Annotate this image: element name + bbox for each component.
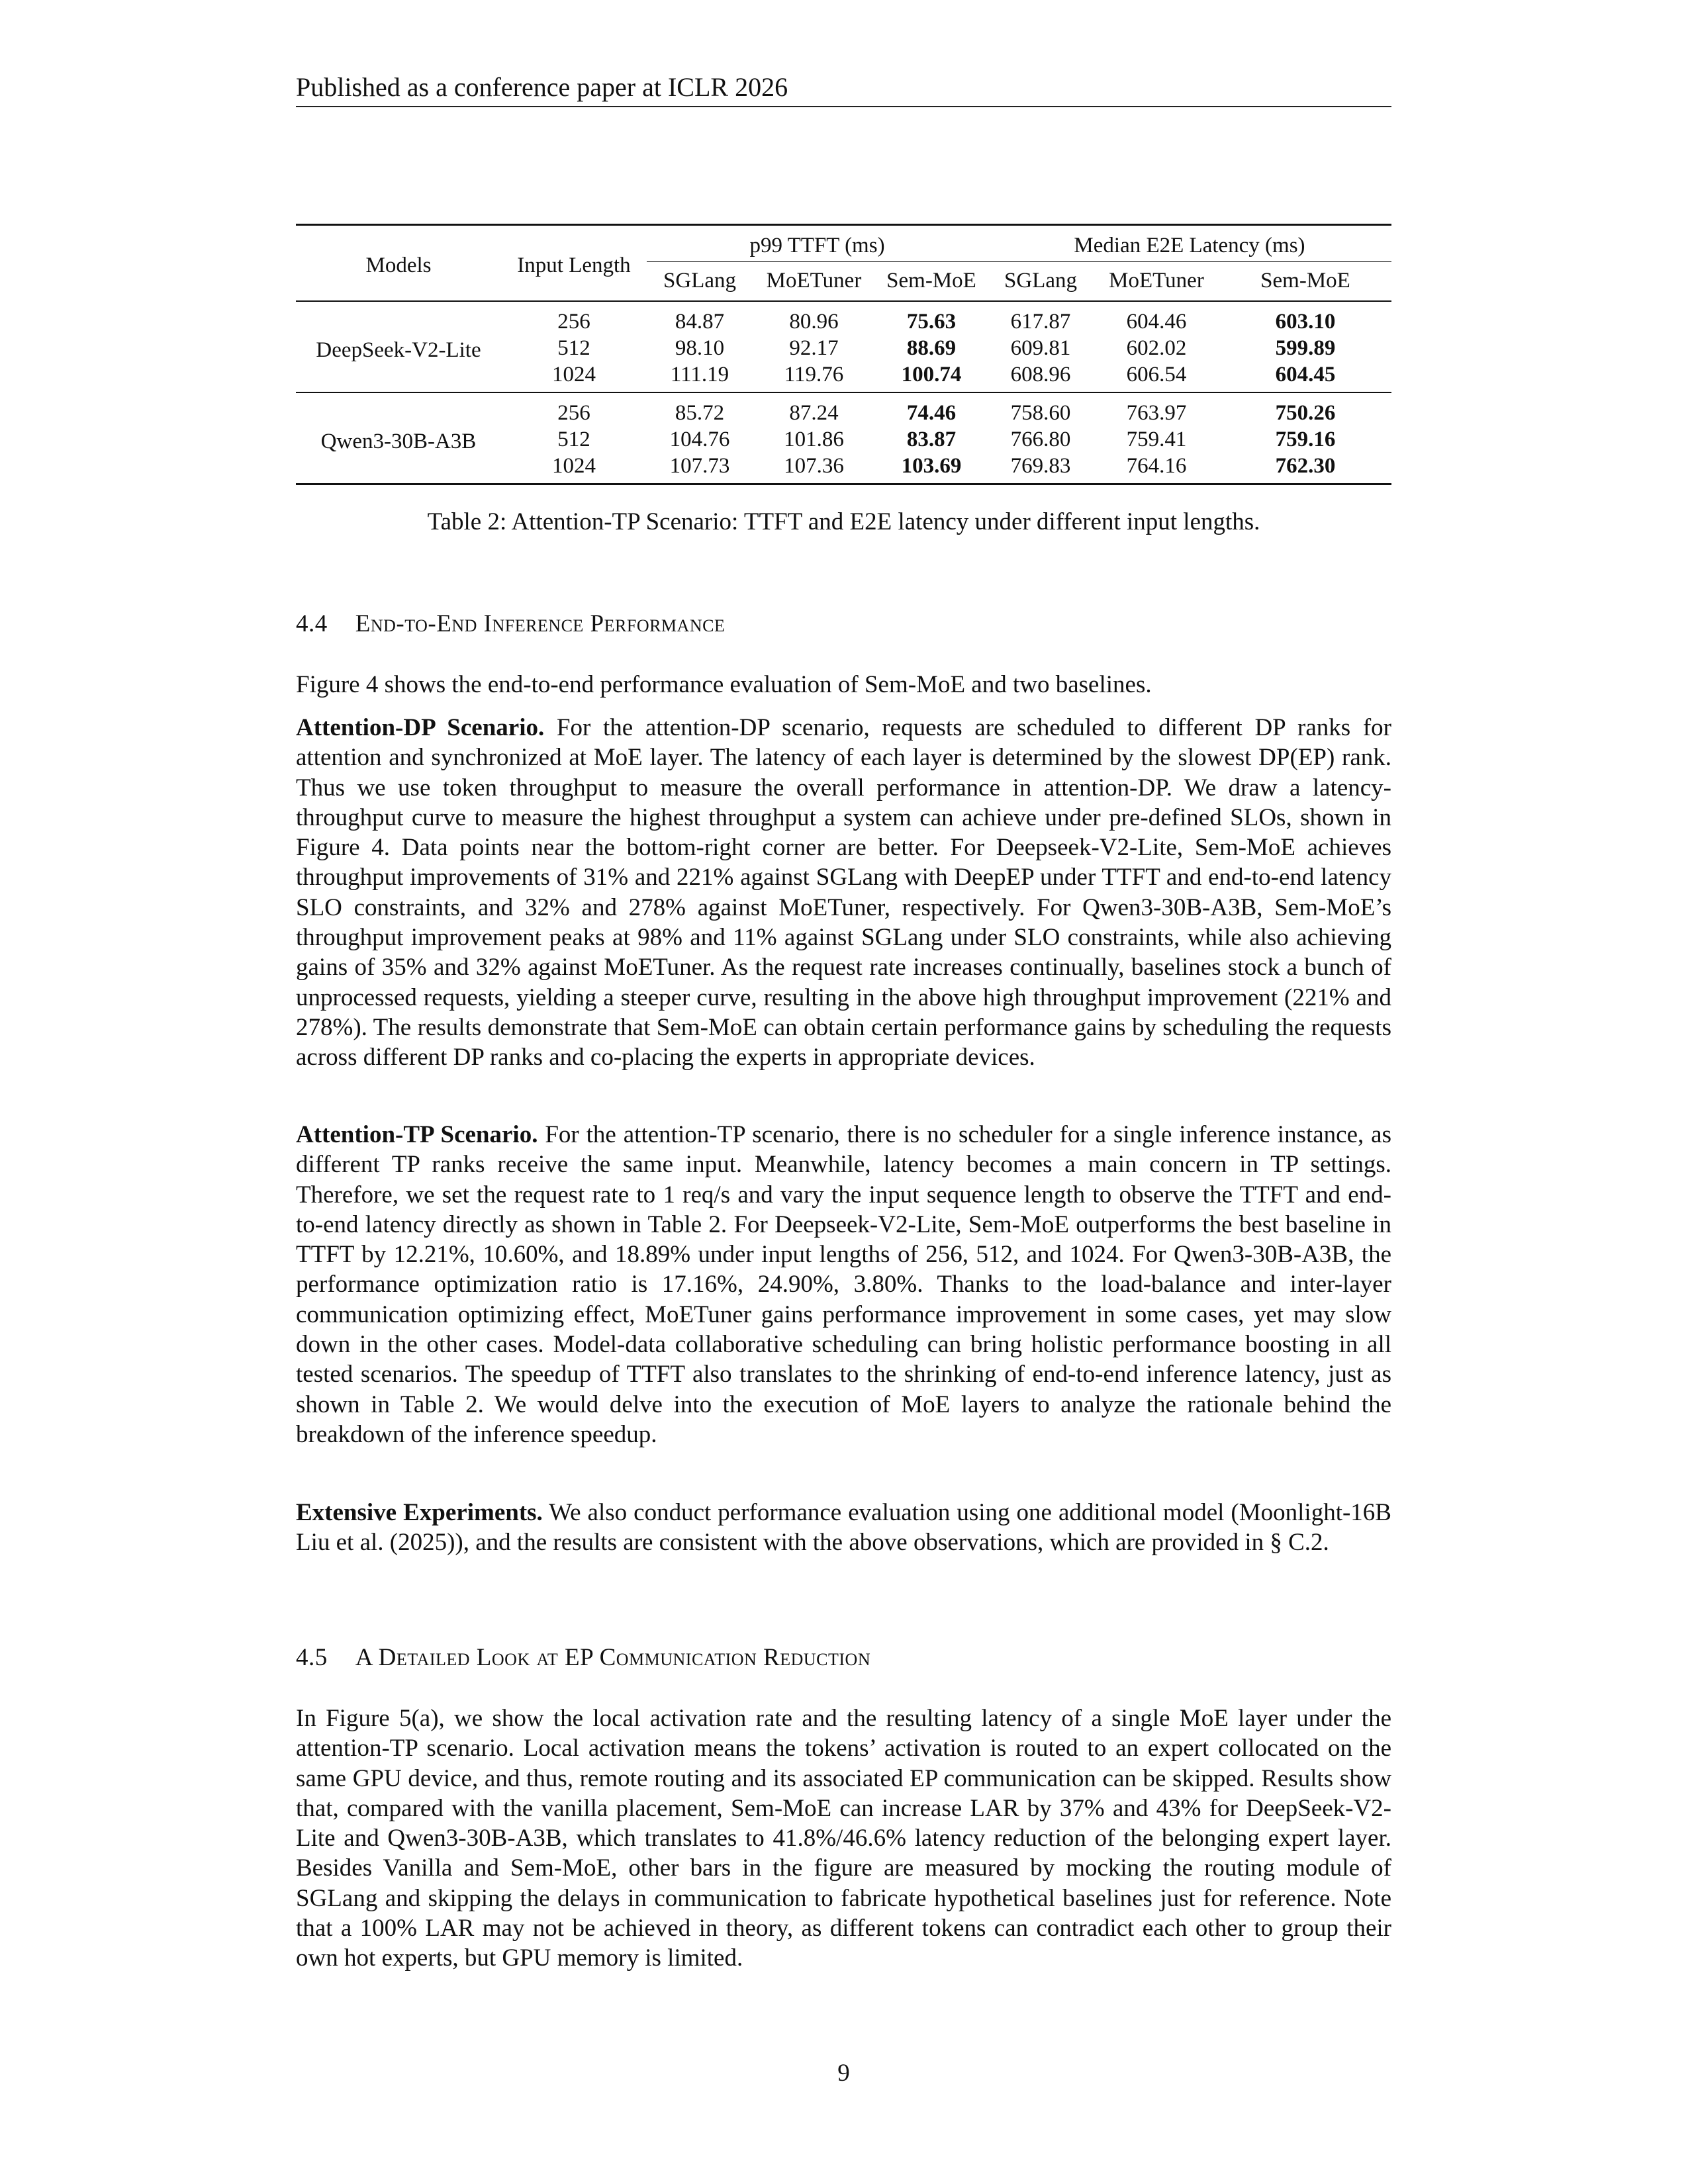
e2e-semmoe-cell: 759.16 [1275, 428, 1336, 451]
page-number: 9 [837, 2060, 850, 2087]
ttft-sglang-cell: 111.19 [670, 363, 729, 387]
e2e-sglang-cell: 609.81 [1010, 336, 1071, 360]
ttft-semmoe-cell: 103.69 [901, 454, 962, 478]
table-block-deepseek [296, 301, 1391, 392]
subheader-ttft-moetuner: MoETuner [766, 269, 862, 293]
e2e-moetuner-cell: 604.46 [1126, 310, 1187, 334]
paragraph-attention-dp [296, 713, 1391, 1073]
paragraph-lead: Extensive Experiments. [296, 1499, 543, 1526]
e2e-semmoe-cell: 604.45 [1275, 363, 1336, 387]
running-header: Published as a conference paper at ICLR 2026 [296, 72, 788, 102]
e2e-moetuner-cell: 759.41 [1126, 428, 1187, 451]
e2e-moetuner-cell: 763.97 [1126, 401, 1187, 425]
table-row [296, 392, 1391, 426]
group-header-ttft: p99 TTFT (ms) [647, 225, 988, 262]
e2e-moetuner-cell: 606.54 [1126, 363, 1187, 387]
ttft-sglang-cell: 104.76 [669, 428, 730, 451]
ttft-sglang-cell: 107.73 [669, 454, 730, 478]
col-header-models: Models [365, 253, 432, 277]
e2e-semmoe-cell: 750.26 [1275, 401, 1336, 425]
input-length-cell: 512 [557, 336, 590, 360]
paragraph-extensive-experiments [296, 1498, 1391, 1558]
results-table [296, 224, 1391, 485]
ttft-moetuner-cell: 119.76 [784, 363, 844, 387]
e2e-moetuner-cell: 602.02 [1126, 336, 1187, 360]
subheader-e2e-moetuner: MoETuner [1109, 269, 1204, 293]
e2e-semmoe-cell: 599.89 [1275, 336, 1336, 360]
paragraph-local-activation-rate: In Figure 5(a), we show the local activation rate and the resulting latency of a single MoE layer under the attention-TP scenario. Local activation means the tokens’ activation is routed to an expert collocated on the same GPU device, and thus, remote routing and its associated EP communication can be skipped. Results show that, compared with the vanilla placement, Sem-MoE can increase LAR by 37% and 43% for DeepSeek-V2-Lite and Qwen3-30B-A3B, which translates to 41.8%/46.6% latency reduction of the belonging expert layer. Besides Vanilla and Sem-MoE, other bars in the figure are measured by mocking the routing module of SGLang and skipping the delays in communication to fabricate hypothetical baselines just for reference. Note that a 100% LAR may not be achieved in theory, as different tokens can contradict each other to group their own hot experts, but GPU memory is limited. [296, 1705, 1391, 1972]
paragraph-body: We also conduct performance evaluation using one additional model (Moonlight-16B Liu et al. (2025)), and the results are consistent with the above observations, which are provided in § C.2. [296, 1499, 1391, 1557]
subheader-e2e-sglang: SGLang [1004, 269, 1077, 293]
ttft-semmoe-cell: 75.63 [906, 310, 957, 334]
header-rule [296, 106, 1391, 107]
ttft-semmoe-cell: 88.69 [906, 336, 957, 360]
ttft-semmoe-cell: 83.87 [906, 428, 957, 451]
ttft-sglang-cell: 85.72 [675, 401, 725, 425]
e2e-sglang-cell: 766.80 [1010, 428, 1071, 451]
paragraph-attention-tp [296, 1120, 1391, 1449]
ttft-moetuner-cell: 80.96 [789, 310, 839, 334]
section-title: A Detailed Look at EP Communication Reduction [355, 1644, 871, 1671]
e2e-sglang-cell: 608.96 [1010, 363, 1071, 387]
model-name-cell: Qwen3-30B-A3B [320, 430, 477, 453]
col-header-input-length: Input Length [517, 253, 631, 277]
subheader-e2e-semmoe: Sem-MoE [1260, 269, 1350, 293]
ttft-moetuner-cell: 101.86 [784, 428, 844, 451]
section-heading-4-4 [296, 608, 1391, 641]
input-length-cell: 1024 [552, 454, 596, 478]
section-number: 4.4 [296, 610, 328, 637]
table-block-qwen [296, 392, 1391, 484]
section-heading-4-5 [296, 1641, 1391, 1674]
ttft-moetuner-cell: 87.24 [789, 401, 839, 425]
paragraph-body: For the attention-DP scenario, requests are scheduled to different DP ranks for attention and synchronized at MoE layer. The latency of each layer is determined by the slowest DP(EP) rank. Thus we use token throughput to measure the overall performance in attention-DP. We draw a latency-throughput curve to measure the highest throughput a system can achieve under pre-defined SLOs, shown in Figure 4. Data points near the bottom-right corner are better. For Deepseek-V2-Lite, Sem-MoE achieves throughput improvements of 31% and 221% against SGLang with DeepEP under TTFT and end-to-end latency SLO constraints, and 32% and 278% against MoETuner, respectively. For Qwen3-30B-A3B, Sem-MoE’s throughput improvement peaks at 98% and 11% against SGLang under SLO constraints, while also achieving gains of 35% and 32% against MoETuner. As the request rate increases continually, baselines stock a bunch of unprocessed requests, yielding a steeper curve, resulting in the above high throughput improvement (221% and 278%). The results demonstrate that Sem-MoE can obtain certain performance gains by scheduling the requests across different DP ranks and co-placing the experts in appropriate devices. [296, 714, 1391, 1071]
subheader-ttft-sglang: SGLang [663, 269, 736, 293]
table-caption: Table 2: Attention-TP Scenario: TTFT and E2E latency under different input lengths. [427, 508, 1260, 535]
paragraph-lead: Attention-DP Scenario. [296, 714, 545, 741]
ttft-semmoe-cell: 100.74 [901, 363, 962, 387]
paragraph-figure4-intro: Figure 4 shows the end-to-end performance evaluation of Sem-MoE and two baselines. [296, 671, 1152, 698]
group-header-e2e: Median E2E Latency (ms) [988, 225, 1391, 262]
section-title: End-to-End Inference Performance [355, 610, 726, 637]
table-head [296, 225, 1391, 302]
ttft-sglang-cell: 84.87 [675, 310, 725, 334]
paragraph-lead: Attention-TP Scenario. [296, 1121, 538, 1148]
subheader-ttft-semmoe: Sem-MoE [886, 269, 976, 293]
e2e-semmoe-cell: 603.10 [1275, 310, 1336, 334]
e2e-sglang-cell: 769.83 [1010, 454, 1071, 478]
ttft-sglang-cell: 98.10 [675, 336, 725, 360]
e2e-semmoe-cell: 762.30 [1275, 454, 1336, 478]
input-length-cell: 256 [557, 401, 590, 425]
e2e-moetuner-cell: 764.16 [1126, 454, 1187, 478]
ttft-moetuner-cell: 92.17 [789, 336, 839, 360]
ttft-semmoe-cell: 74.46 [906, 401, 957, 425]
ttft-moetuner-cell: 107.36 [784, 454, 844, 478]
section-number: 4.5 [296, 1644, 328, 1671]
input-length-cell: 256 [557, 310, 590, 334]
paragraph-body: For the attention-TP scenario, there is no scheduler for a single inference instance, as different TP ranks receive the same input. Meanwhile, latency becomes a main concern in TP settings. Therefore, we set the request rate to 1 req/s and vary the input sequence length to observe the TTFT and end-to-end latency directly as shown in Table 2. For Deepseek-V2-Lite, Sem-MoE outperforms the best baseline in TTFT by 12.21%, 10.60%, and 18.89% under input lengths of 256, 512, and 1024. For Qwen3-30B-A3B, the performance optimization ratio is 17.16%, 24.90%, 3.80%. Thanks to the load-balance and inter-layer communication optimizing effect, MoETuner gains performance improvement in some cases, yet may slow down in the other cases. Model-data collaborative scheduling can bring holistic performance boosting in all tested scenarios. The speedup of TTFT also translates to the shrinking of end-to-end inference latency, just as shown in Table 2. We would delve into the execution of MoE layers to analyze the rationale behind the breakdown of the inference speedup. [296, 1121, 1391, 1448]
e2e-sglang-cell: 617.87 [1010, 310, 1071, 334]
e2e-sglang-cell: 758.60 [1010, 401, 1071, 425]
model-name-cell: DeepSeek-V2-Lite [316, 338, 481, 362]
input-length-cell: 1024 [552, 363, 596, 387]
input-length-cell: 512 [557, 428, 590, 451]
table-row [296, 301, 1391, 335]
